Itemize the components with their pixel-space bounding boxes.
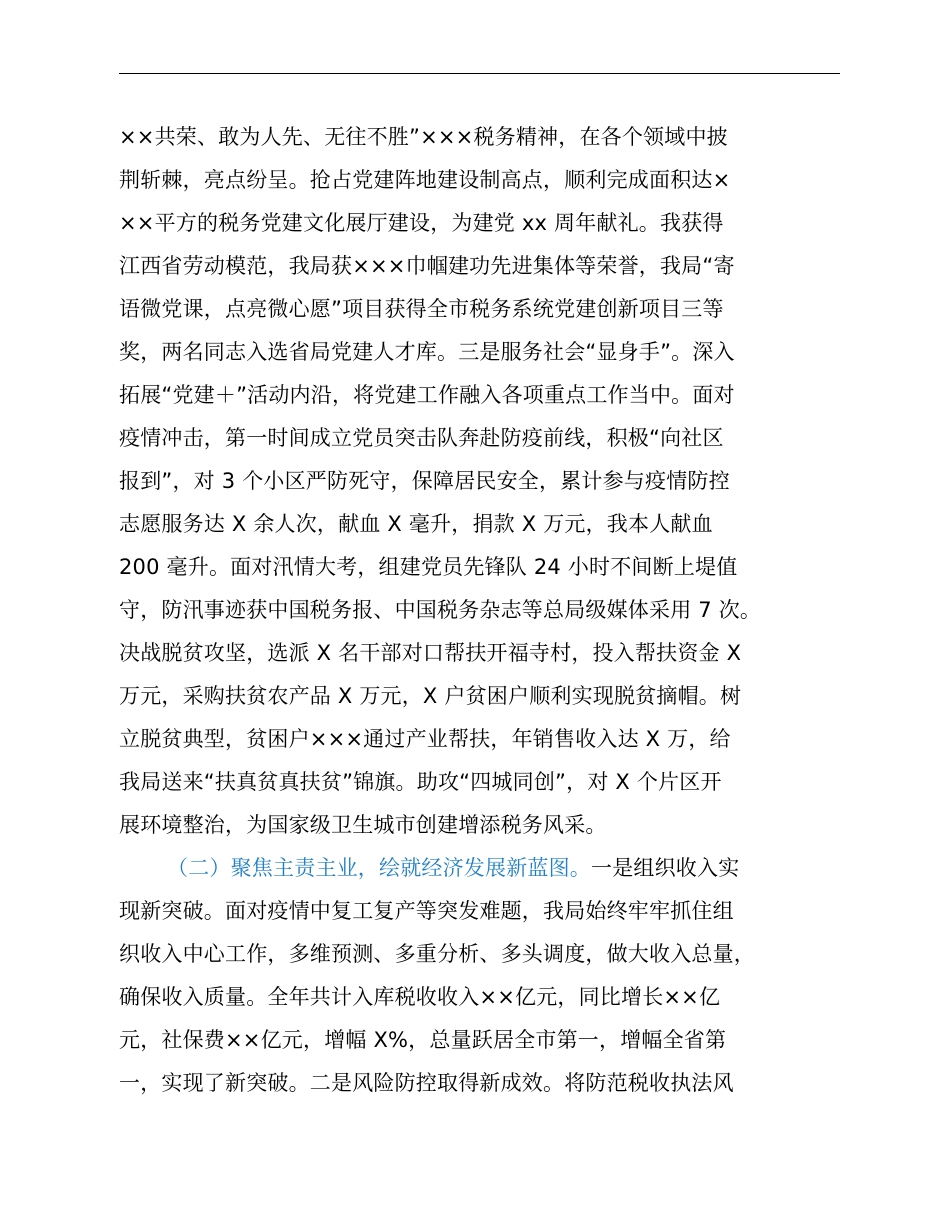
text-line: 一，实现了新突破。二是风险防控取得新成效。将防范税收执法风	[119, 1071, 734, 1095]
text-line: 万元，采购扶贫农产品 X 万元，X 户贫困户顺利实现脱贫摘帽。树	[119, 684, 742, 708]
text-line: 元，社保费××亿元，增幅 X%，总量跃居全市第一，增幅全省第	[119, 1028, 727, 1052]
text-line: 织收入中心工作，多维预测、多重分析、多头调度，做大收入总量，	[119, 942, 755, 966]
text-line: 江西省劳动模范，我局获×××巾帼建功先进集体等荣誉，我局“寄	[119, 254, 735, 278]
text-line: 荆斩棘，亮点纷呈。抢占党建阵地建设制高点，顺利完成面积达×	[119, 168, 731, 192]
body-text	[119, 116, 859, 1105]
text-line: 语微党课，点亮微心愿”项目获得全市税务系统党建创新项目三等	[119, 297, 724, 321]
text-line: 立脱贫典型，贫困户×××通过产业帮扶，年销售收入达 X 万，给	[119, 727, 731, 751]
text-line: 疫情冲击，第一时间成立党员突击队奔赴防疫前线，积极“向社区	[119, 426, 724, 450]
text-line: 拓展“党建＋”活动内沿，将党建工作融入各项重点工作当中。面对	[119, 383, 735, 407]
section-heading-tail: 一是组织收入实	[591, 856, 740, 880]
text-line: 守，防汛事迹获中国税务报、中国税务杂志等总局级媒体采用 7 次。	[119, 598, 762, 622]
header-rule	[119, 73, 840, 74]
section-heading: （二）聚焦主责主业，绘就经济发展新蓝图。	[167, 856, 591, 880]
text-line: 决战脱贫攻坚，选派 X 名干部对口帮扶开福寺村，投入帮扶资金 X	[119, 641, 742, 665]
text-line: 志愿服务达 X 余人次，献血 X 毫升，捐款 X 万元，我本人献血	[119, 512, 713, 536]
text-line: 奖，两名同志入选省局党建人才库。三是服务社会“显身手”。深入	[119, 340, 735, 364]
section-heading-line	[119, 847, 859, 890]
text-line: 200 毫升。面对汛情大考，组建党员先锋队 24 小时不间断上堤值	[119, 555, 738, 579]
text-line: ××共荣、敢为人先、无往不胜”×××税务精神，在各个领域中披	[119, 125, 728, 149]
text-line: 展环境整治，为国家级卫生城市创建增添税务风采。	[119, 813, 607, 837]
text-line: 确保收入质量。全年共计入库税收收入××亿元，同比增长××亿	[119, 985, 721, 1009]
text-line: 报到”，对 3 个小区严防死守，保障居民安全，累计参与疫情防控	[119, 469, 730, 493]
text-line: ××平方的税务党建文化展厅建设，为建党 xx 周年献礼。我获得	[119, 211, 724, 235]
text-line: 现新突破。面对疫情中复工复产等突发难题，我局始终牢牢抓住组	[119, 899, 734, 923]
text-line: 我局送来“扶真贫真扶贫”锦旗。助攻“四城同创”，对 X 个片区开	[119, 770, 722, 794]
